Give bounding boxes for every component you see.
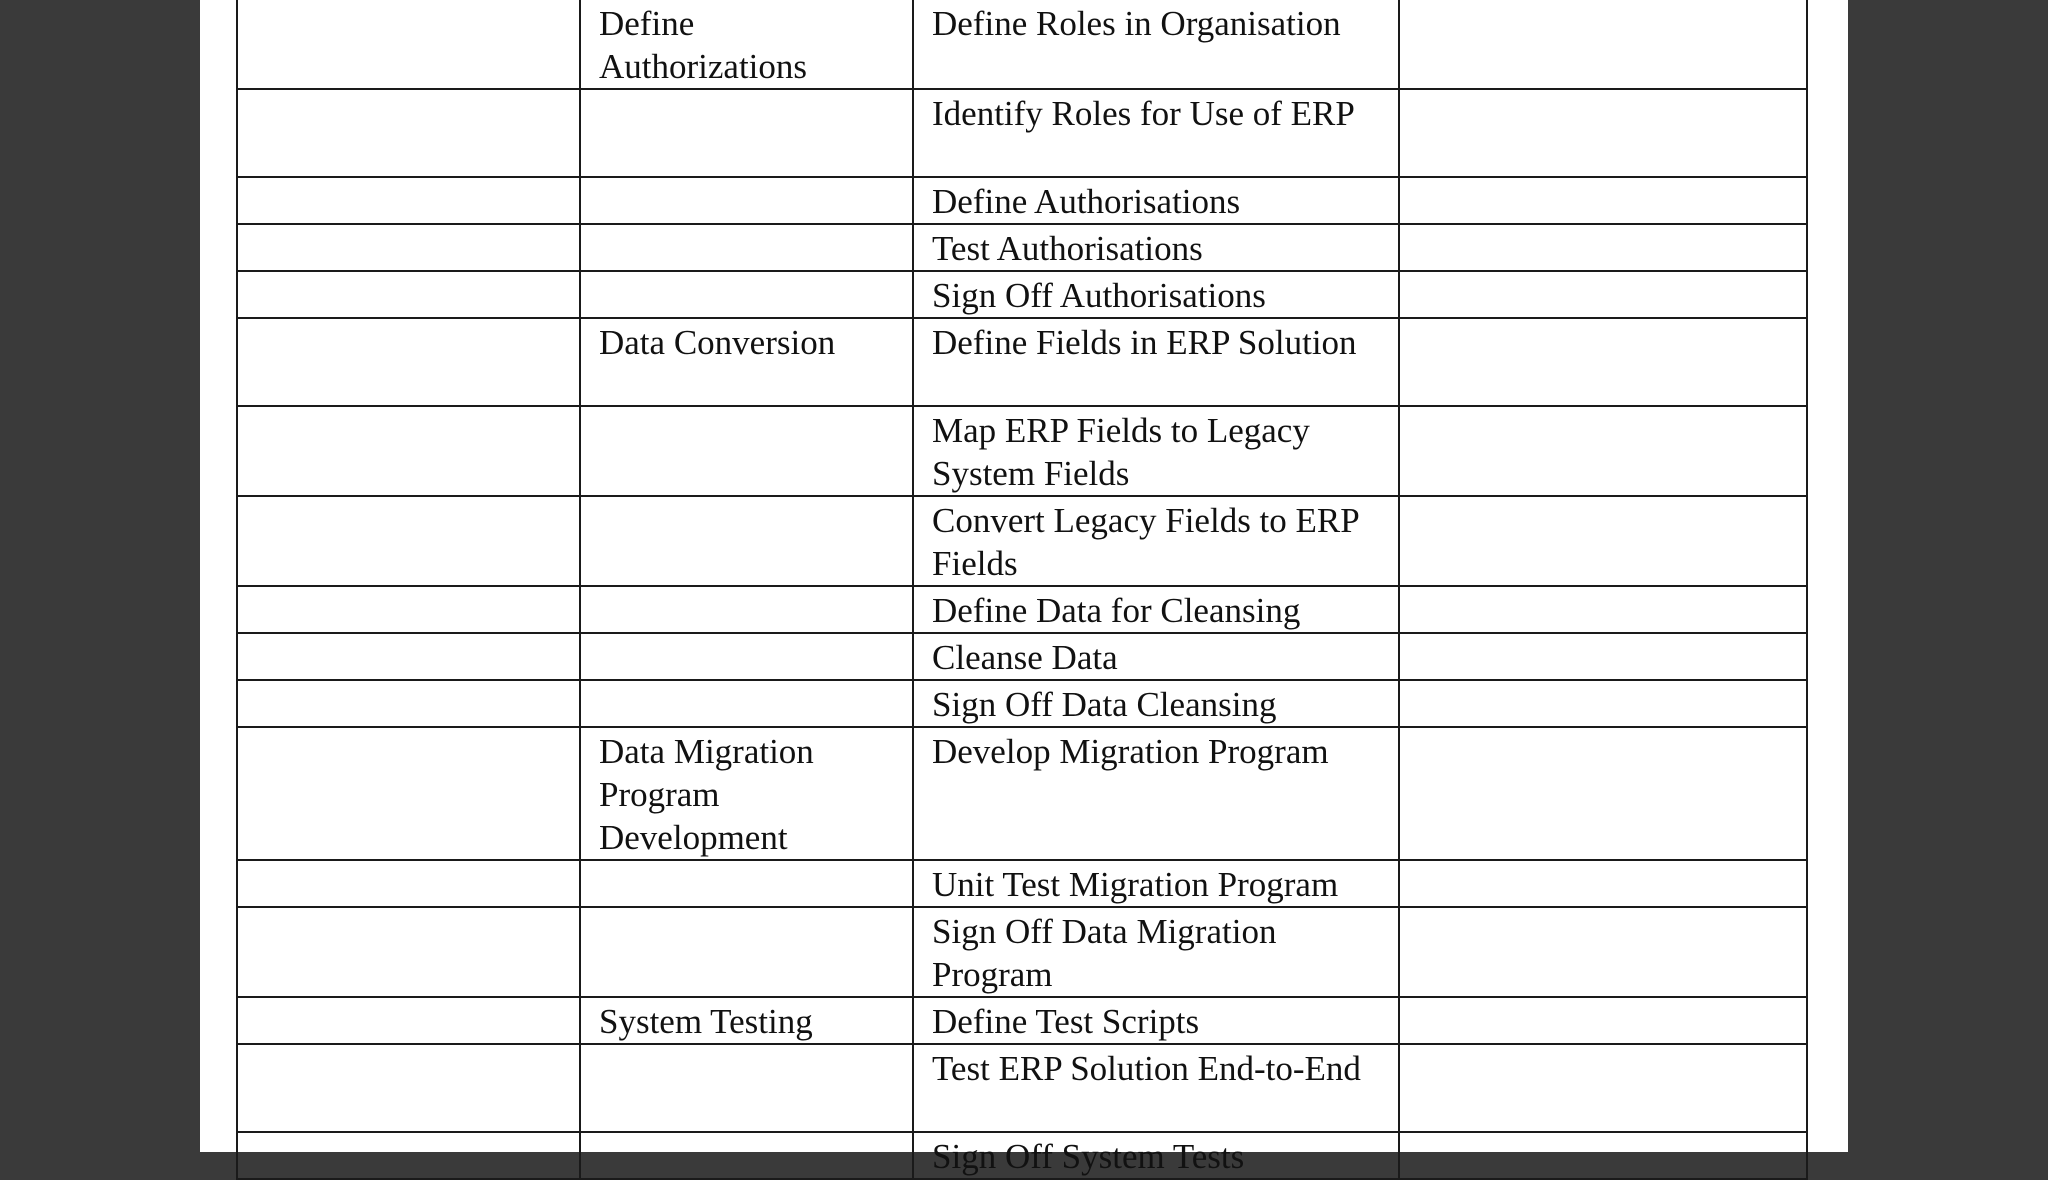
table-row bbox=[237, 177, 1807, 224]
table-row bbox=[237, 680, 1807, 727]
task-cell: Unit Test Migration Program bbox=[913, 860, 1399, 907]
task-cell: Map ERP Fields to Legacy System Fields bbox=[913, 406, 1399, 496]
phase-cell bbox=[237, 1132, 580, 1179]
activity-cell bbox=[580, 496, 913, 586]
task-cell: Define Test Scripts bbox=[913, 997, 1399, 1044]
notes-cell bbox=[1399, 907, 1807, 997]
task-cell: Define Roles in Organisation bbox=[913, 0, 1399, 89]
activity-cell bbox=[580, 1132, 913, 1179]
phase-cell bbox=[237, 406, 580, 496]
table-row bbox=[237, 0, 1807, 89]
phase-cell bbox=[237, 727, 580, 860]
table-row bbox=[237, 860, 1807, 907]
activity-cell bbox=[580, 224, 913, 271]
phase-cell bbox=[237, 907, 580, 997]
phase-cell bbox=[237, 0, 580, 89]
table-row bbox=[237, 318, 1807, 406]
notes-cell bbox=[1399, 997, 1807, 1044]
work-breakdown-table bbox=[236, 0, 1808, 1180]
notes-cell bbox=[1399, 0, 1807, 89]
notes-cell bbox=[1399, 727, 1807, 860]
activity-cell bbox=[580, 406, 913, 496]
activity-cell bbox=[580, 177, 913, 224]
table-row bbox=[237, 1044, 1807, 1132]
phase-cell bbox=[237, 1044, 580, 1132]
phase-cell bbox=[237, 177, 580, 224]
phase-cell bbox=[237, 633, 580, 680]
table-row bbox=[237, 496, 1807, 586]
notes-cell bbox=[1399, 271, 1807, 318]
table-row bbox=[237, 586, 1807, 633]
activity-cell: Define Authorizations bbox=[580, 0, 913, 89]
task-cell: Cleanse Data bbox=[913, 633, 1399, 680]
phase-cell bbox=[237, 860, 580, 907]
table-row bbox=[237, 907, 1807, 997]
task-cell: Sign Off System Tests bbox=[913, 1132, 1399, 1179]
phase-cell bbox=[237, 586, 580, 633]
activity-cell: System Testing bbox=[580, 997, 913, 1044]
notes-cell bbox=[1399, 318, 1807, 406]
phase-cell bbox=[237, 224, 580, 271]
activity-cell bbox=[580, 271, 913, 318]
activity-cell bbox=[580, 907, 913, 997]
notes-cell bbox=[1399, 860, 1807, 907]
activity-cell bbox=[580, 680, 913, 727]
notes-cell bbox=[1399, 586, 1807, 633]
activity-cell bbox=[580, 860, 913, 907]
table-row bbox=[237, 727, 1807, 860]
activity-cell bbox=[580, 586, 913, 633]
table-row bbox=[237, 89, 1807, 177]
notes-cell bbox=[1399, 224, 1807, 271]
table-row bbox=[237, 224, 1807, 271]
notes-cell bbox=[1399, 1132, 1807, 1179]
table-row bbox=[237, 633, 1807, 680]
task-cell: Develop Migration Program bbox=[913, 727, 1399, 860]
notes-cell bbox=[1399, 1044, 1807, 1132]
task-cell: Convert Legacy Fields to ERP Fields bbox=[913, 496, 1399, 586]
activity-cell: Data Migration Program Development bbox=[580, 727, 913, 860]
notes-cell bbox=[1399, 633, 1807, 680]
table-row bbox=[237, 406, 1807, 496]
task-cell: Test Authorisations bbox=[913, 224, 1399, 271]
notes-cell bbox=[1399, 177, 1807, 224]
task-cell: Sign Off Authorisations bbox=[913, 271, 1399, 318]
task-cell: Define Data for Cleansing bbox=[913, 586, 1399, 633]
notes-cell bbox=[1399, 496, 1807, 586]
activity-cell bbox=[580, 89, 913, 177]
task-cell: Test ERP Solution End-to-End bbox=[913, 1044, 1399, 1132]
task-cell: Define Fields in ERP Solution bbox=[913, 318, 1399, 406]
table-row bbox=[237, 997, 1807, 1044]
phase-cell bbox=[237, 496, 580, 586]
table-row bbox=[237, 1132, 1807, 1179]
phase-cell bbox=[237, 318, 580, 406]
activity-cell bbox=[580, 1044, 913, 1132]
notes-cell bbox=[1399, 680, 1807, 727]
document-page bbox=[200, 0, 1848, 1176]
notes-cell bbox=[1399, 89, 1807, 177]
phase-cell bbox=[237, 271, 580, 318]
phase-cell bbox=[237, 89, 580, 177]
phase-cell bbox=[237, 680, 580, 727]
activity-cell: Data Conversion bbox=[580, 318, 913, 406]
table-row bbox=[237, 271, 1807, 318]
notes-cell bbox=[1399, 406, 1807, 496]
task-cell: Sign Off Data Migration Program bbox=[913, 907, 1399, 997]
activity-cell bbox=[580, 633, 913, 680]
task-cell: Sign Off Data Cleansing bbox=[913, 680, 1399, 727]
task-cell: Define Authorisations bbox=[913, 177, 1399, 224]
task-cell: Identify Roles for Use of ERP bbox=[913, 89, 1399, 177]
phase-cell bbox=[237, 997, 580, 1044]
